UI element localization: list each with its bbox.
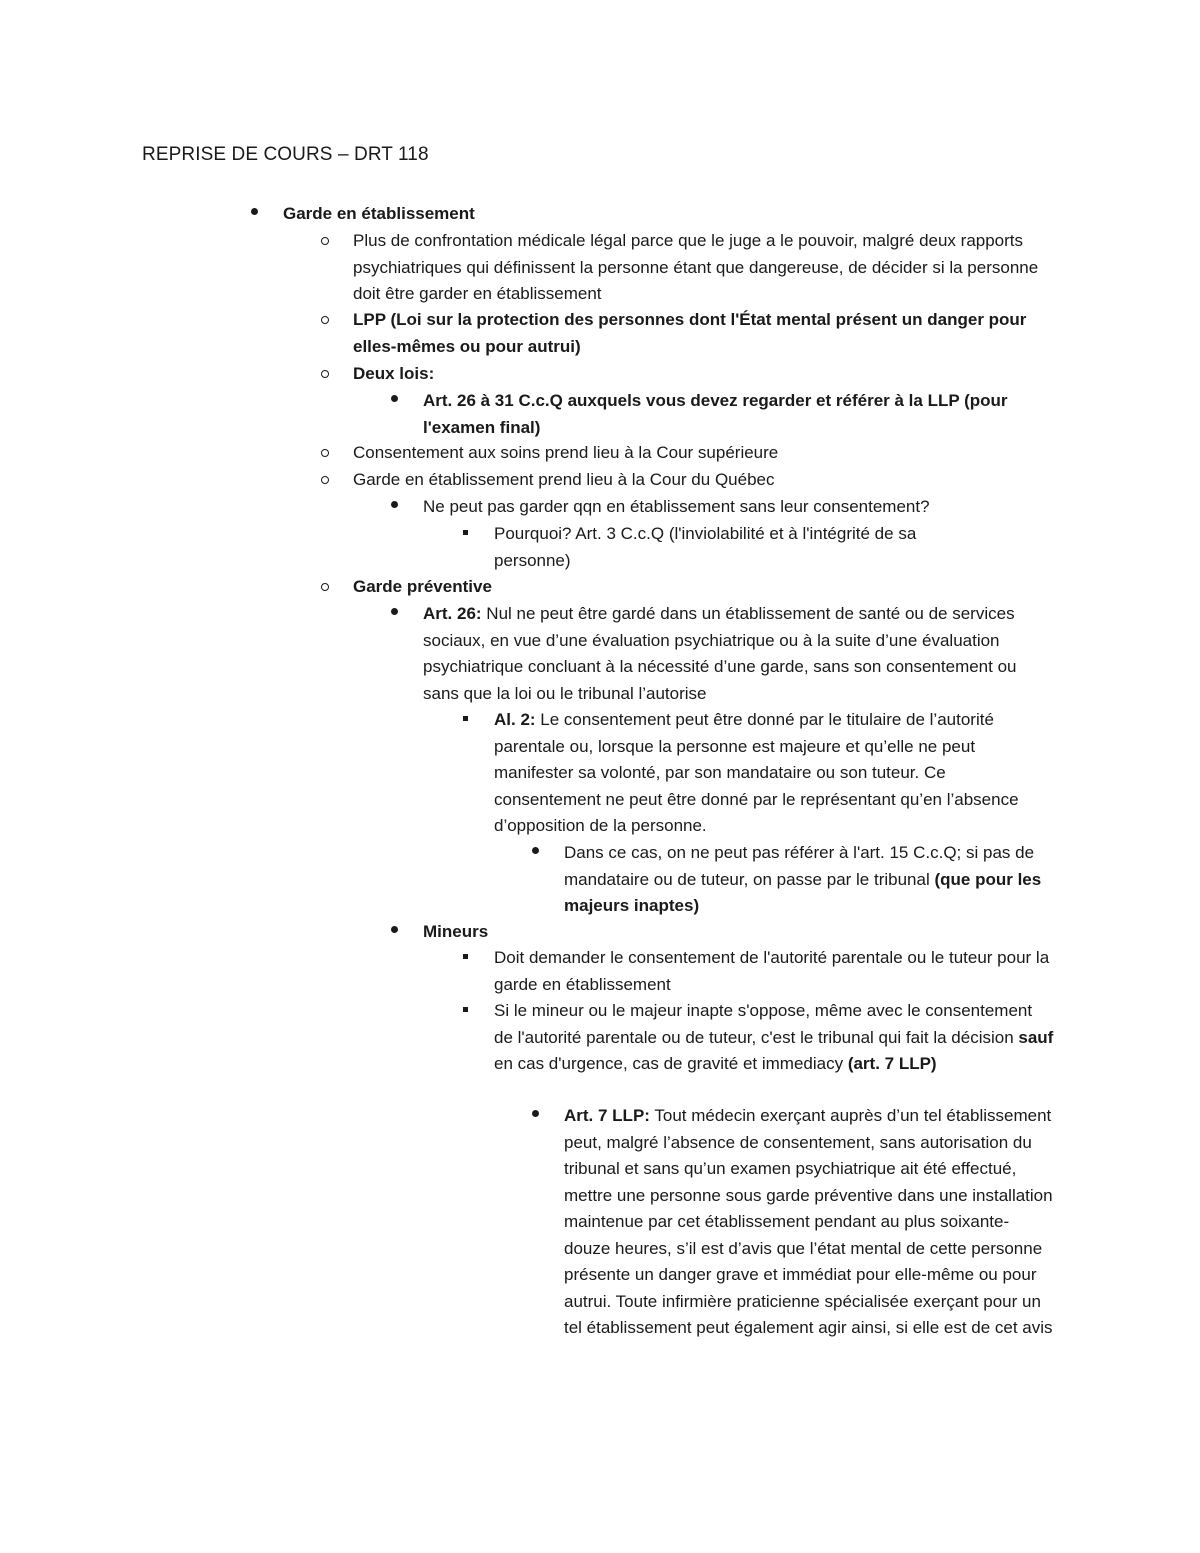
bullet-circle-icon xyxy=(317,574,333,600)
item-text-bold: (que pour les majeurs inaptes) xyxy=(564,869,1042,915)
item-text: Ne peut pas garder qqn en établissement sans leur consentement? xyxy=(423,497,930,516)
item-text: Garde préventive xyxy=(353,577,492,596)
list-item-consentement-soins xyxy=(353,440,1063,467)
item-text: Doit demander le consentement de l'autorité parentale ou le tuteur pour la garde en établissement xyxy=(494,948,1050,994)
list-item-mineurs xyxy=(423,919,1063,946)
item-text: Mineurs xyxy=(423,922,489,941)
item-text: Deux lois: xyxy=(353,364,435,383)
bullet-square-icon xyxy=(458,521,474,547)
list-item-confrontation xyxy=(353,228,1053,308)
item-text-sauf: sauf xyxy=(1018,1027,1054,1047)
item-text: Consentement aux soins prend lieu à la Cour supérieure xyxy=(353,443,779,462)
bullet-circle-icon xyxy=(317,467,333,493)
list-item-art-7-llp xyxy=(564,1103,1054,1342)
list-item-art-26-31 xyxy=(423,388,1033,441)
item-text-art7: (art. 7 LLP) xyxy=(847,1054,937,1073)
bullet-disc-icon xyxy=(387,919,403,945)
item-text: Nul ne peut être gardé dans un établissement de santé ou de services sociaux, en vue d’une évaluation psychiatrique ou à la suite d’une évaluation psychiatrique concluant à la nécessité d’une garde, sans son consentement ou sans que la loi ou le tribunal l’autorise xyxy=(423,604,1017,703)
list-item-pourquoi xyxy=(494,521,994,574)
bullet-square-icon xyxy=(458,945,474,971)
bullet-disc-icon xyxy=(387,601,403,627)
item-text: Dans ce cas, on ne peut pas référer à l'art. 15 C.c.Q; si pas de mandataire ou de tuteur, on passe par le tribunal xyxy=(564,843,1035,889)
list-item-al-2 xyxy=(494,707,1039,840)
list-item-garde-preventive xyxy=(353,574,1063,601)
item-text: Garde en établissement xyxy=(283,204,475,223)
list-item-dans-ce-cas xyxy=(564,840,1064,920)
item-text: en cas d'urgence, cas de gravité et immediacy xyxy=(494,1054,848,1073)
item-text: Art. 26 à 31 C.c.Q auxquels vous devez regarder et référer à la LLP (pour l'examen final) xyxy=(423,391,1008,437)
list-item-lpp xyxy=(353,307,1053,360)
document-title: REPRISE DE COURS – DRT 118 xyxy=(142,144,429,165)
item-text: Si le mineur ou le majeur inapte s'oppose, même avec le consentement de l'autorité parentale ou de tuteur, c'est le tribunal qui fait la décision xyxy=(494,1001,1033,1047)
list-item-garde-quebec xyxy=(353,467,1063,494)
bullet-circle-icon xyxy=(317,361,333,387)
list-item-si-mineur xyxy=(494,998,1054,1078)
bullet-disc-icon xyxy=(528,840,544,866)
item-text: Plus de confrontation médicale légal parce que le juge a le pouvoir, malgré deux rapports psychiatriques qui définissent la personne étant que dangereuse, de décider si la personne doit être garder en établissement xyxy=(353,231,1039,303)
item-text: LPP (Loi sur la protection des personnes dont l'État mental présent un danger pour elles-mêmes ou pour autrui) xyxy=(353,310,1027,356)
bullet-disc-icon xyxy=(528,1103,544,1129)
bullet-square-icon xyxy=(458,707,474,733)
item-label: Art. 7 LLP: xyxy=(564,1106,650,1125)
item-text-lead: Pourquoi? Art. 3 C.c.Q xyxy=(494,524,665,543)
bullet-circle-icon xyxy=(317,440,333,466)
item-label: Art. 26: xyxy=(423,604,482,623)
list-item-garde-etablissement xyxy=(283,201,803,228)
list-item-doit-demander xyxy=(494,945,1054,998)
list-item-ne-peut-pas xyxy=(423,494,1063,521)
list-item-art-26 xyxy=(423,601,1053,707)
bullet-disc-icon xyxy=(247,201,263,227)
item-label: Al. 2: xyxy=(494,710,536,729)
item-text: Tout médecin exerçant auprès d’un tel établissement peut, malgré l’absence de consentement, sans autorisation du tribunal et sans qu’un examen psychiatrique ait été effectué, mettre une personne sous garde préventive dans une installation maintenue par cet établissement pendant au plus soixante-douze heures, s’il est d’avis que l’état mental de cette personne présente un danger grave et immédiat pour elle-même ou pour autrui. Toute infirmière praticienne spécialisée exerçant pour un tel établissement peut également agir ainsi, si elle est de cet avis xyxy=(564,1106,1053,1337)
list-item-deux-lois xyxy=(353,361,1063,388)
bullet-circle-icon xyxy=(317,228,333,254)
item-text: (l'inviolabilité et à l'intégrité de sa personne) xyxy=(494,524,917,570)
bullet-disc-icon xyxy=(387,388,403,414)
bullet-circle-icon xyxy=(317,307,333,333)
item-text: Le consentement peut être donné par le titulaire de l’autorité parentale ou, lorsque la personne est majeure et qu’elle ne peut manifester sa volonté, par son mandataire ou son tuteur. Ce consentement ne peut être donné par le représentant qu’en l’absence d’opposition de la personne. xyxy=(494,710,1019,835)
bullet-disc-icon xyxy=(387,494,403,520)
item-text: Garde en établissement prend lieu à la Cour du Québec xyxy=(353,470,775,489)
bullet-square-icon xyxy=(458,998,474,1024)
